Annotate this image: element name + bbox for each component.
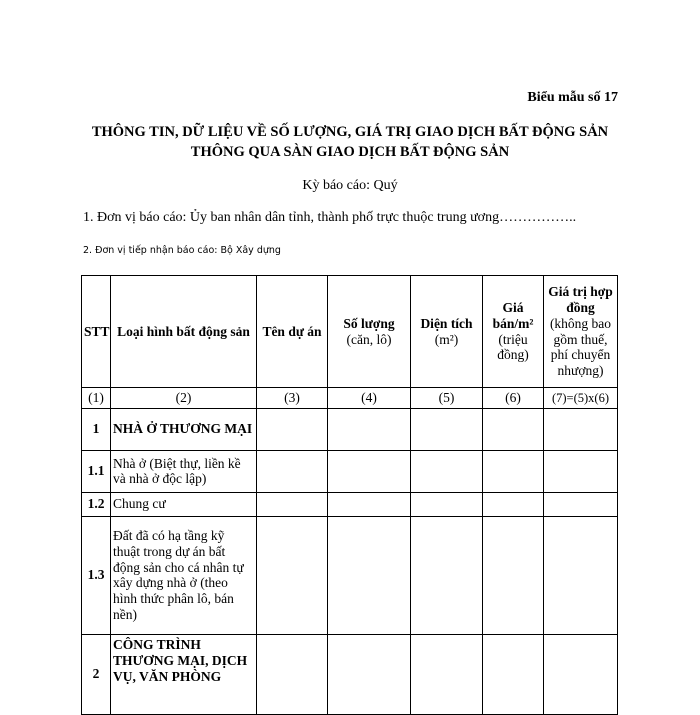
form-number: Biểu mẫu số 17 — [527, 90, 618, 105]
table-row — [82, 516, 618, 634]
cell-empty — [257, 408, 328, 450]
row-stt: 1.3 — [82, 516, 111, 634]
row-stt: 1.1 — [82, 450, 111, 492]
header-quantity-unit: (căn, lô) — [346, 331, 392, 347]
report-period: Kỳ báo cáo: Quý — [302, 178, 398, 193]
cell-empty — [328, 492, 411, 516]
header-area-label: Diện tích — [420, 315, 473, 331]
document-title-line2: THÔNG QUA SÀN GIAO DỊCH BẤT ĐỘNG SẢN — [190, 144, 510, 160]
row-label: Đất đã có hạ tầng kỹ thuật trong dự án bất động sản cho cá nhân tự xây dựng nhà ở (theo hình thức phân lô, bán nền) — [111, 516, 257, 634]
cell-empty — [411, 450, 483, 492]
cell-empty — [411, 634, 483, 714]
cell-empty — [544, 634, 618, 714]
header-type: Loại hình bất động sản — [111, 276, 257, 388]
row-label: NHÀ Ở THƯƠNG MẠI — [111, 408, 257, 450]
row-stt: 1.2 — [82, 492, 111, 516]
cell-empty — [328, 634, 411, 714]
cell-empty — [257, 516, 328, 634]
cell-empty — [257, 634, 328, 714]
col-number: (3) — [257, 388, 328, 409]
cell-empty — [483, 492, 544, 516]
table-row — [82, 492, 618, 516]
cell-empty — [544, 408, 618, 450]
data-table — [81, 275, 618, 715]
receiving-unit: 2. Đơn vị tiếp nhận báo cáo: Bộ Xây dựng — [83, 245, 281, 256]
table-row — [82, 408, 618, 450]
header-value-note: (không bao gồm thuế, phí chuyển nhượng) — [549, 315, 612, 379]
cell-empty — [328, 516, 411, 634]
row-label: Chung cư — [111, 492, 257, 516]
header-project: Tên dự án — [257, 276, 328, 388]
header-price-label: Giá bán/m² — [492, 299, 534, 331]
reporting-unit: 1. Đơn vị báo cáo: Ủy ban nhân dân tỉnh, thành phố trực thuộc trung ương…………….. — [83, 210, 577, 225]
header-value — [544, 276, 618, 388]
header-quantity — [328, 276, 411, 388]
header-stt: STT — [82, 276, 111, 388]
cell-empty — [483, 408, 544, 450]
row-label: Nhà ở (Biệt thự, liền kề và nhà ở độc lập) — [111, 450, 257, 492]
cell-empty — [411, 516, 483, 634]
header-value-label: Giá trị hợp đồng — [548, 283, 613, 315]
cell-empty — [411, 492, 483, 516]
document-title-line1: THÔNG TIN, DỮ LIỆU VỀ SỐ LƯỢNG, GIÁ TRỊ GIAO DỊCH BẤT ĐỘNG SẢN — [91, 124, 609, 140]
table-row — [82, 634, 618, 714]
header-quantity-label: Số lượng — [343, 315, 395, 331]
cell-empty — [544, 516, 618, 634]
col-number: (5) — [411, 388, 483, 409]
row-stt: 1 — [82, 408, 111, 450]
col-number: (2) — [111, 388, 257, 409]
column-number-row — [82, 388, 618, 409]
cell-empty — [544, 450, 618, 492]
cell-empty — [328, 450, 411, 492]
cell-empty — [328, 408, 411, 450]
col-number: (6) — [483, 388, 544, 409]
cell-empty — [411, 408, 483, 450]
col-number: (1) — [82, 388, 111, 409]
row-stt: 2 — [82, 634, 111, 714]
cell-empty — [483, 450, 544, 492]
col-number: (7)=(5)x(6) — [544, 388, 618, 409]
header-price-unit: (triệu đồng) — [497, 331, 529, 363]
table-row — [82, 450, 618, 492]
cell-empty — [257, 450, 328, 492]
cell-empty — [483, 516, 544, 634]
header-area — [411, 276, 483, 388]
header-area-unit: (m²) — [434, 331, 459, 347]
table-header-row — [82, 276, 618, 388]
cell-empty — [544, 492, 618, 516]
row-label: CÔNG TRÌNH THƯƠNG MẠI, DỊCH VỤ, VĂN PHÒNG — [111, 634, 257, 714]
header-price — [483, 276, 544, 388]
cell-empty — [257, 492, 328, 516]
cell-empty — [483, 634, 544, 714]
col-number: (4) — [328, 388, 411, 409]
